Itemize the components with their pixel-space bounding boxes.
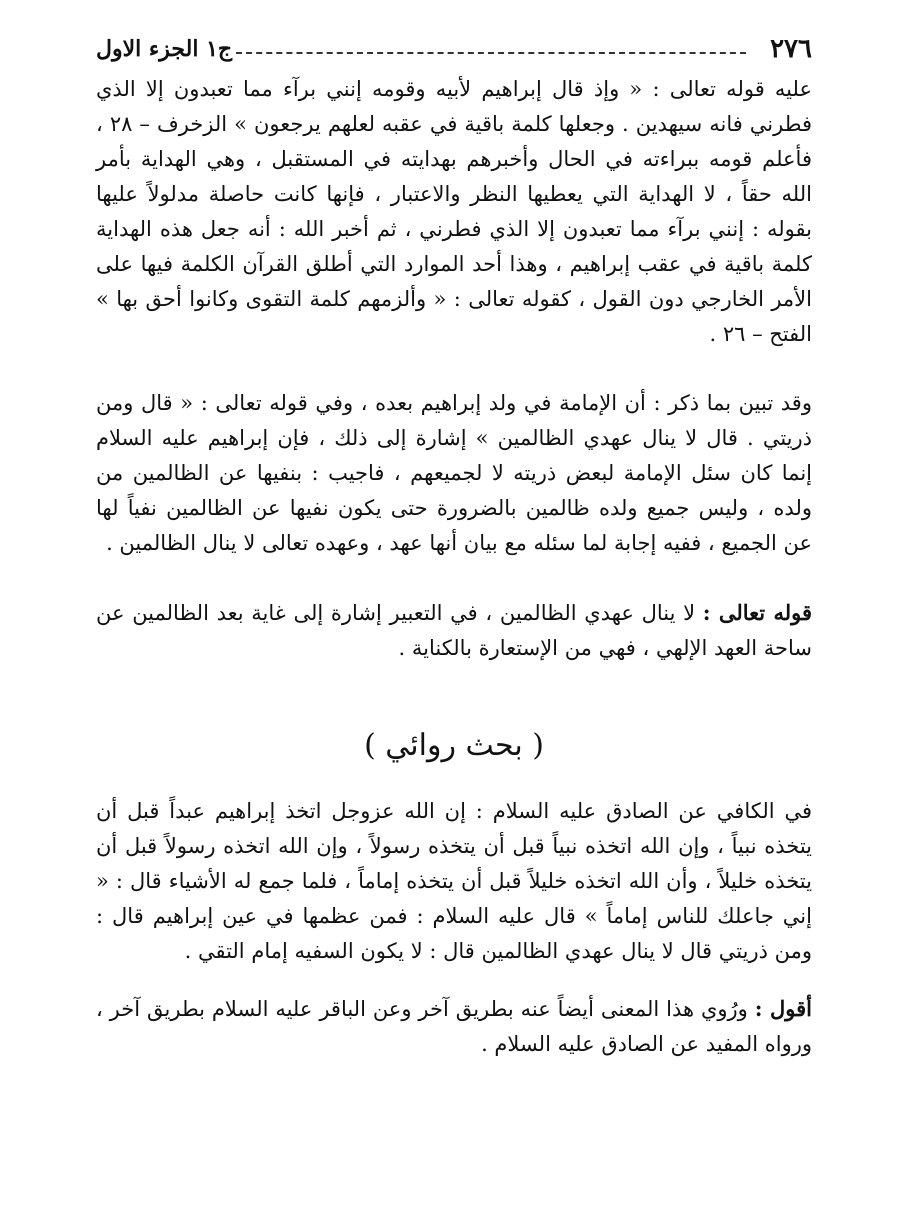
paragraph-1	[96, 72, 812, 352]
paragraph-lead: أقول :	[754, 996, 812, 1021]
paragraph-4	[96, 794, 812, 969]
paragraph-lead: قوله تعالى :	[702, 600, 812, 625]
header-rule	[236, 52, 746, 54]
paragraph-text: لا ينال عهدي الظالمين ، في التعبير إشارة إلى غاية بعد الظالمين عن ساحة العهد الإلهي ، فهي من الإستعارة بالكناية .	[96, 601, 812, 660]
section-heading: ( بحث روائي )	[364, 728, 544, 763]
book-page	[96, 28, 812, 1062]
paragraph-5	[96, 991, 812, 1062]
paragraph-text: وقد تبين بما ذكر : أن الإمامة في ولد إبراهيم بعده ، وفي قوله تعالى : « قال ومن ذريتي . قال لا ينال عهدي الظالمين » إشارة إلى ذلك ، فإن إبراهيم عليه السلام إنما كان سئل الإمامة لبعض ذريته لا لجميعهم ، فاجيب : بنفيها عن الظالمين من ولده ، وليس جميع ولده ظالمين بالضرورة حتى يكون نفيها عن الظالمين نفياً لها عن الجميع ، ففيه إجابة لما سئله مع بيان أنها عهد ، وعهده تعالى لا ينال الظالمين .	[96, 391, 812, 555]
paragraph-2	[96, 386, 812, 561]
paragraph-text: عليه قوله تعالى : « وإذ قال إبراهيم لأبيه وقومه إنني برآء مما تعبدون إلا الذي فطرني فانه سيهدين . وجعلها كلمة باقية في عقبه لعلهم يرجعون » الزخرف – ٢٨ ، فأعلم قومه ببراءته في الحال وأخبرهم بهدايته في المستقبل ، وهي الهداية بأمر الله حقاً ، لا الهداية التي يعطيها النظر والاعتبار ، فإنها كانت حاصلة مدلولاً عليها بقوله : إنني برآء مما تعبدون إلا الذي فطرني ، ثم أخبر الله : أنه جعل هذه الهداية كلمة باقية في عقب إبراهيم ، وهذا أحد الموارد التي أطلق القرآن الكلمة فيها على الأمر الخارجي دون القول ، كقوله تعالى : « وألزمهم كلمة التقوى وكانوا أحق بها » الفتح – ٢٦ .	[96, 77, 812, 346]
page-header	[96, 28, 812, 72]
paragraph-text: في الكافي عن الصادق عليه السلام : إن الله عزوجل اتخذ إبراهيم عبداً قبل أن يتخذه نبياً ، وإن الله اتخذه نبياً قبل أن يتخذه رسولاً ، وإن الله اتخذه رسولاً قبل أن يتخذه خليلاً ، وأن الله اتخذه خليلاً قبل أن يتخذه إماماً ، فلما جمع له الأشياء قال : « إني جاعلك للناس إماماً » قال عليه السلام : فمن عظمها في عين إبراهيم قال : ومن ذريتي قال لا ينال عهدي الظالمين قال : لا يكون السفيه إمام التقي .	[96, 799, 812, 963]
paragraph-text: ورُوي هذا المعنى أيضاً عنه بطريق آخر وعن الباقر عليه السلام بطريق آخر ، ورواه المفيد عن الصادق عليه السلام .	[96, 997, 812, 1056]
running-title: ج١ الجزء الاول	[96, 36, 233, 62]
paragraph-3	[96, 595, 812, 666]
page-number: ٢٧٦	[770, 34, 812, 64]
